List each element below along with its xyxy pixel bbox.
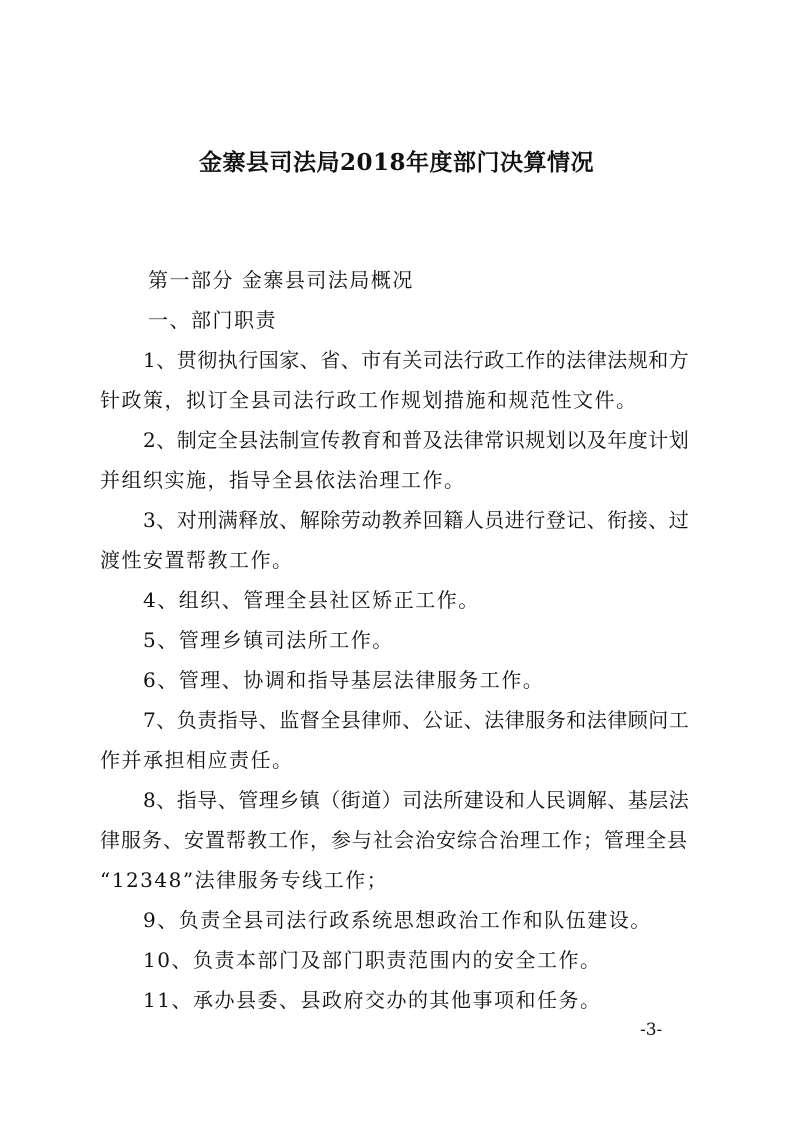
duty-item-9: 9、负责全县司法行政系统思想政治工作和队伍建设。 <box>143 908 652 932</box>
duty-item-3-line-2: 渡性安置帮教工作。 <box>100 548 294 572</box>
section-heading: 一、部门职责 <box>148 308 277 332</box>
duty-item-8-line-1: 8、指导、管理乡镇（街道）司法所建设和人民调解、基层法 <box>143 788 690 812</box>
duty-item-1-line-1: 1、贯彻执行国家、省、市有关司法行政工作的法律法规和方 <box>143 348 690 372</box>
duty-item-6: 6、管理、协调和指导基层法律服务工作。 <box>143 668 545 692</box>
duty-item-7-line-2: 作并承担相应责任。 <box>100 748 294 772</box>
duty-item-8-line-3: “12348”法律服务专线工作； <box>100 868 389 892</box>
duty-item-7-line-1: 7、负责指导、监督全县律师、公证、法律服务和法律顾问工 <box>143 708 690 732</box>
duty-item-8-line-2: 律服务、安置帮教工作，参与社会治安综合治理工作；管理全县 <box>100 828 688 852</box>
duty-item-1-line-2: 针政策，拟订全县司法行政工作规划措施和规范性文件。 <box>100 388 638 412</box>
duty-item-2-line-2: 并组织实施，指导全县依法治理工作。 <box>100 468 466 492</box>
duty-item-4: 4、组织、管理全县社区矫正工作。 <box>143 588 480 612</box>
page-number: -3- <box>640 1020 663 1040</box>
document-title: 金寨县司法局2018年度部门决算情况 <box>198 149 594 176</box>
part-heading: 第一部分 金寨县司法局概况 <box>148 268 414 292</box>
duty-item-11: 11、承办县委、县政府交办的其他事项和任务。 <box>143 988 602 1012</box>
duty-item-10: 10、负责本部门及部门职责范围内的安全工作。 <box>143 948 602 972</box>
duty-item-5: 5、管理乡镇司法所工作。 <box>143 628 394 652</box>
duty-item-3-line-1: 3、对刑满释放、解除劳动教养回籍人员进行登记、衔接、过 <box>143 508 690 532</box>
duty-item-2-line-1: 2、制定全县法制宣传教育和普及法律常识规划以及年度计划 <box>143 428 690 452</box>
